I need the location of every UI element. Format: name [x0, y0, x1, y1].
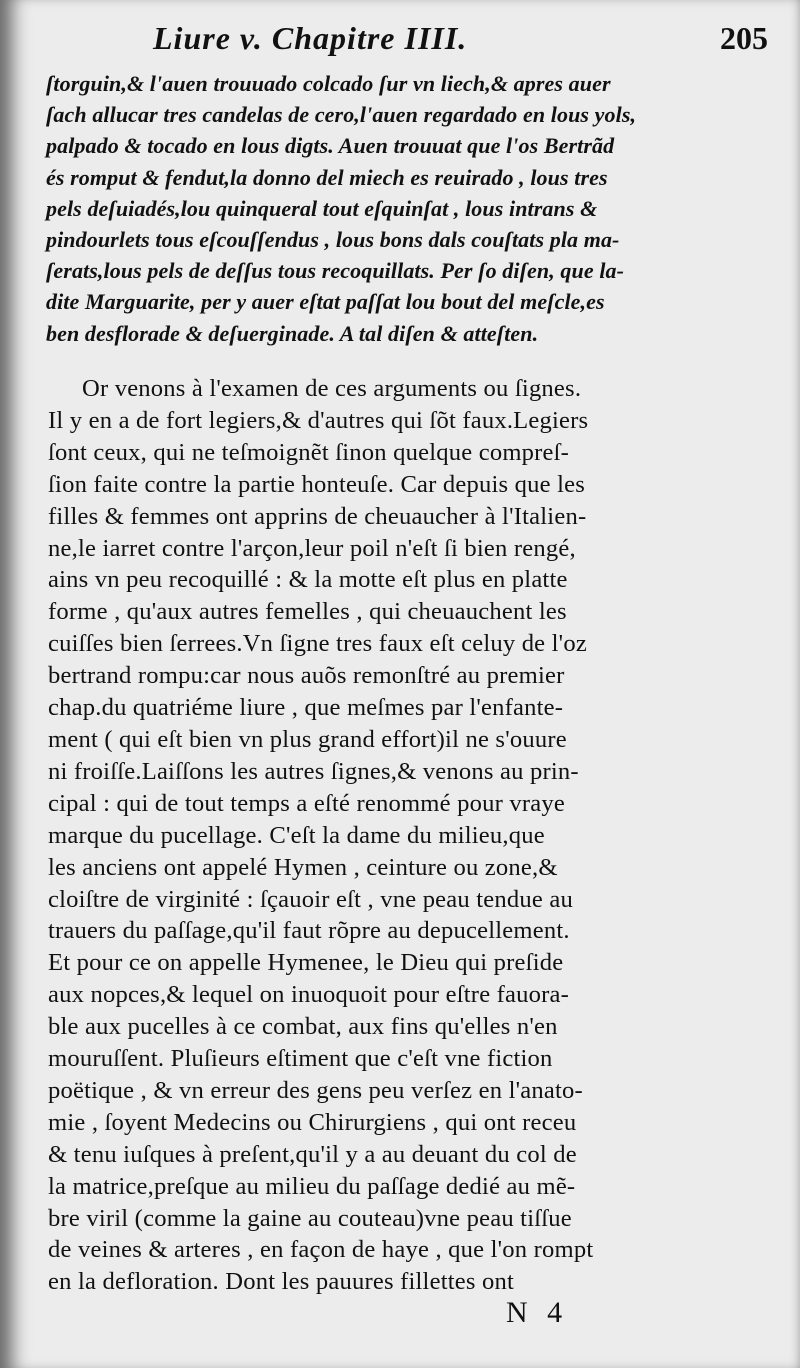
- text-line: palpado & tocado en lous digts. Auen trouuat que l'os Bertrãd: [46, 133, 615, 159]
- text-line: de veines & arteres , en façon de haye , que l'on rompt: [48, 1236, 594, 1264]
- body-text: [48, 373, 788, 1298]
- text-line: trauers du paſſage,qu'il faut rõpre au depucellement.: [48, 917, 570, 945]
- text-line: Et pour ce on appelle Hymenee, le Dieu qui preſide: [48, 949, 564, 977]
- page-header: [48, 20, 780, 64]
- text-line: marque du pucellage. C'eſt la dame du milieu,que: [48, 821, 545, 849]
- signature-mark: N 4: [506, 1296, 569, 1329]
- text-line: mie , ſoyent Medecins ou Chirurgiens , qui ont receu: [48, 1108, 577, 1136]
- text-line: ble aux pucelles à ce combat, aux fins qu'elles n'en: [48, 1013, 558, 1041]
- text-line: ſion faite contre la partie honteuſe. Car depuis que les: [48, 470, 586, 498]
- text-line: les anciens ont appelé Hymen , ceinture ou zone,&: [48, 853, 558, 881]
- text-line: ben desflorade & deſuerginade. A tal diſen & atteſten.: [46, 320, 539, 346]
- text-line: dite Marguarite, per y auer eſtat paſſat lou bout del meſcle,es: [46, 289, 605, 315]
- text-line: bre viril (comme la gaine au couteau)vne peau tiſſue: [48, 1204, 572, 1232]
- text-line: pels deſuiadés,lou quinqueral tout eſquinſat , lous intrans &: [46, 195, 598, 221]
- text-line: ſach allucar tres candelas de cero,l'auen regardado en lous yols,: [46, 102, 637, 128]
- text-line: ne,le iarret contre l'arçon,leur poil n'eſt ſi bien rengé,: [48, 534, 576, 562]
- text-line: ſtorguin,& l'auen trouuado colcado ſur vn liech,& apres auer: [46, 71, 611, 96]
- text-line: ſerats,lous pels de deſſus tous recoquillats. Per ſo diſen, que la-: [46, 258, 625, 284]
- text-line: poëtique , & vn erreur des gens peu verſez en l'anato-: [48, 1076, 583, 1104]
- text-line: aux nopces,& lequel on inuoquoit pour eſtre fauora-: [48, 981, 570, 1009]
- text-line: ni froiſſe.Laiſſons les autres ſignes,& venons au prin-: [48, 757, 579, 785]
- text-line: forme , qu'aux autres femelles , qui cheuauchent les: [48, 598, 567, 626]
- text-line: pindourlets tous eſcouſſendus , lous bons dals couſtats pla ma-: [46, 227, 620, 253]
- text-line: Il y en a de fort legiers,& d'autres qui ſõt faux.Legiers: [48, 406, 589, 434]
- text-line: ment ( qui eſt bien vn plus grand effort)il ne s'ouure: [48, 725, 567, 753]
- text-line: ſont ceux, qui ne teſmoignẽt ſinon quelque compreſ-: [48, 438, 570, 466]
- text-line: bertrand rompu:car nous auõs remonſtré au premier: [48, 662, 565, 690]
- text-line: mouruſſent. Pluſieurs eſtiment que c'eſt vne fiction: [48, 1045, 553, 1073]
- text-line: filles & femmes ont apprins de cheuaucher à l'Italien-: [48, 502, 587, 530]
- text-line: en la defloration. Dont les pauures fillettes ont: [48, 1268, 515, 1296]
- text-line: ains vn peu recoquillé : & la motte eſt plus en platte: [48, 566, 568, 594]
- text-line: & tenu iuſques à preſent,qu'il y a au deuant du col de: [48, 1140, 577, 1168]
- text-line: Or venons à l'examen de ces arguments ou ſignes.: [82, 375, 582, 402]
- text-line: la matrice,preſque au milieu du paſſage dedié au mẽ-: [48, 1172, 576, 1200]
- text-line: cloiſtre de virginité : ſçauoir eſt , vne peau tendue au: [48, 885, 573, 913]
- page-number: 205: [720, 20, 768, 56]
- text-line: chap.du quatriéme liure , que meſmes par l'enfante-: [48, 694, 564, 722]
- running-title: Liure v. Chapitre IIII.: [153, 20, 468, 56]
- text-line: és romput & fendut,la donno del miech es reuirado , lous tres: [46, 164, 608, 190]
- text-line: cipal : qui de tout temps a eſté renommé pour vraye: [48, 789, 565, 817]
- occitan-quotation: [46, 68, 686, 349]
- text-line: cuiſſes bien ſerrees.Vn ſigne tres faux eſt celuy de l'oz: [48, 630, 587, 658]
